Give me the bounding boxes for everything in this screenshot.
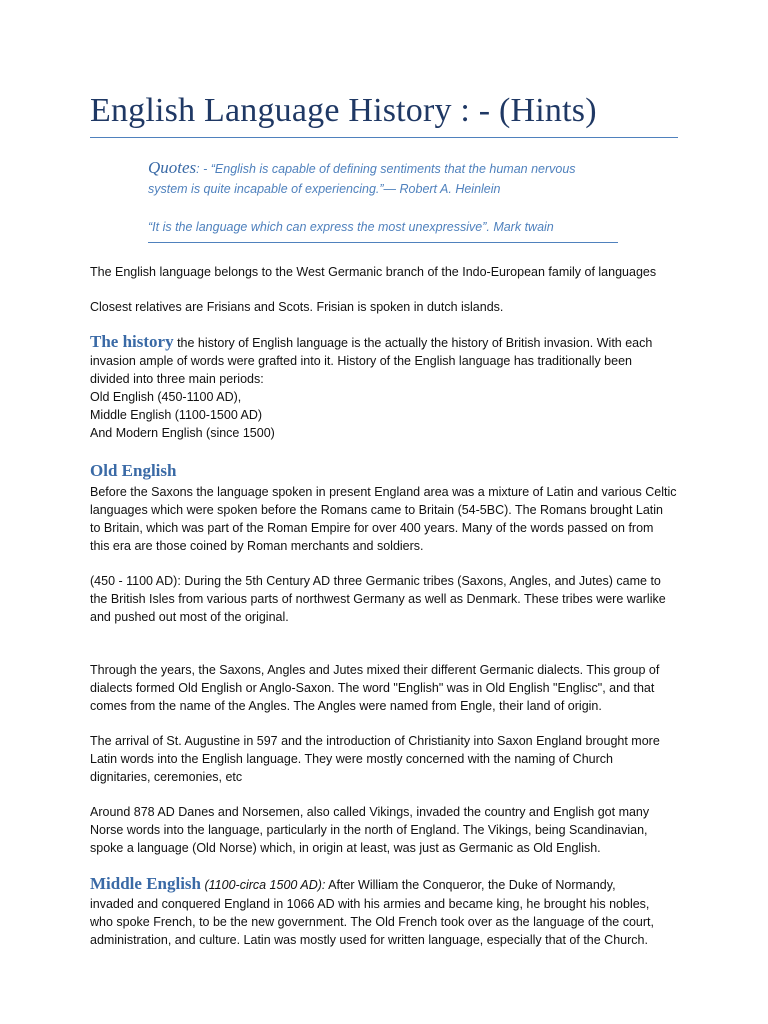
quotes-label: Quotes [148, 158, 197, 177]
history-line-1-text: the history of English language is the actually the history of British invasion. With each [173, 336, 653, 350]
middle-english-heading: Middle English [90, 874, 202, 893]
history-line-3: divided into three main periods: [90, 372, 264, 386]
history-line-2: invasion ample of words were grafted into it. History of the English language has traditionally been [90, 354, 632, 368]
old-english-p1-line: Before the Saxons the language spoken in present England area was a mixture of Latin and various Celtic [90, 485, 677, 499]
middle-english-line-1 [90, 874, 680, 895]
old-english-p5-line: Around 878 AD Danes and Norsemen, also called Vikings, invaded the country and English got many [90, 805, 650, 819]
old-english-p4-line: The arrival of St. Augustine in 597 and the introduction of Christianity into Saxon England brought more [90, 734, 660, 748]
middle-english-line-2: invaded and conquered England in 1066 AD with his armies and became king, he brought his nobles, [90, 897, 650, 911]
period-old-english: Old English (450-1100 AD), [90, 390, 242, 404]
middle-english-period: (1100-circa 1500 AD): [201, 878, 326, 892]
quote-1-line-1: : - “English is capable of defining sentiments that the human nervous [196, 162, 576, 176]
old-english-p2-line: and pushed out most of the original. [90, 610, 289, 624]
period-middle-english: Middle English (1100-1500 AD) [90, 408, 263, 422]
quotes-block [148, 158, 618, 237]
middle-english-line-4: administration, and culture. Latin was mostly used for written language, especially that of the Church. [90, 933, 648, 947]
quote-1-line-2: system is quite incapable of experiencing.”— Robert A. Heinlein [148, 182, 501, 196]
old-english-p2-line: the British Isles from various parts of northwest Germany as well as Denmark. These tribes were warlike [90, 592, 666, 606]
document-body [90, 263, 680, 949]
middle-english-line-1-text: After William the Conqueror, the Duke of Normandy, [325, 878, 616, 892]
old-english-p1-line: to Britain, which was part of the Roman Empire for over 400 years. Many of the words passed on from [90, 521, 654, 535]
old-english-p1-line: this era are those coined by Roman merchants and soldiers. [90, 539, 424, 553]
title-divider [90, 137, 678, 138]
old-english-p3-line: comes from the name of the Angles. The Angles were named from Engle, their land of origin. [90, 699, 602, 713]
old-english-heading: Old English [90, 461, 177, 480]
old-english-p3-line: dialects formed Old English or Anglo-Saxon. The word "English" was in Old English "Englisc", and that [90, 681, 655, 695]
quote-1 [148, 158, 618, 179]
old-english-p5-line: spoke a language (Old Norse) which, in origin at least, was just as Germanic as Old English. [90, 841, 601, 855]
old-english-p3-line: Through the years, the Saxons, Angles and Jutes mixed their different Germanic dialects. This group of [90, 663, 660, 677]
quote-2: “It is the language which can express the most unexpressive”. Mark twain [148, 220, 554, 234]
history-heading: The history [90, 332, 174, 351]
intro-paragraph-1: The English language belongs to the West Germanic branch of the Indo-European family of languages [90, 265, 657, 279]
history-line-1 [90, 333, 680, 352]
old-english-p4-line: dignitaries, ceremonies, etc [90, 770, 243, 784]
old-english-p4-line: Latin words into the English language. They were mostly concerned with the naming of Church [90, 752, 613, 766]
old-english-p5-line: Norse words into the language, particularly in the north of England. The Vikings, being Scandinavian, [90, 823, 648, 837]
old-english-p1-line: languages which were spoken before the Romans came to Britain (54-5BC). The Romans brought Latin [90, 503, 663, 517]
page-title: English Language History : - (Hints) [90, 92, 597, 129]
old-english-p2-line: (450 - 1100 AD): During the 5th Century AD three Germanic tribes (Saxons, Angles, and Jutes) came to [90, 574, 661, 588]
period-modern-english: And Modern English (since 1500) [90, 426, 275, 440]
quotes-divider [148, 242, 618, 243]
middle-english-line-3: who spoke French, to be the new government. The Old French took over as the language of the court, [90, 915, 654, 929]
intro-paragraph-2: Closest relatives are Frisians and Scots. Frisian is spoken in dutch islands. [90, 300, 504, 314]
